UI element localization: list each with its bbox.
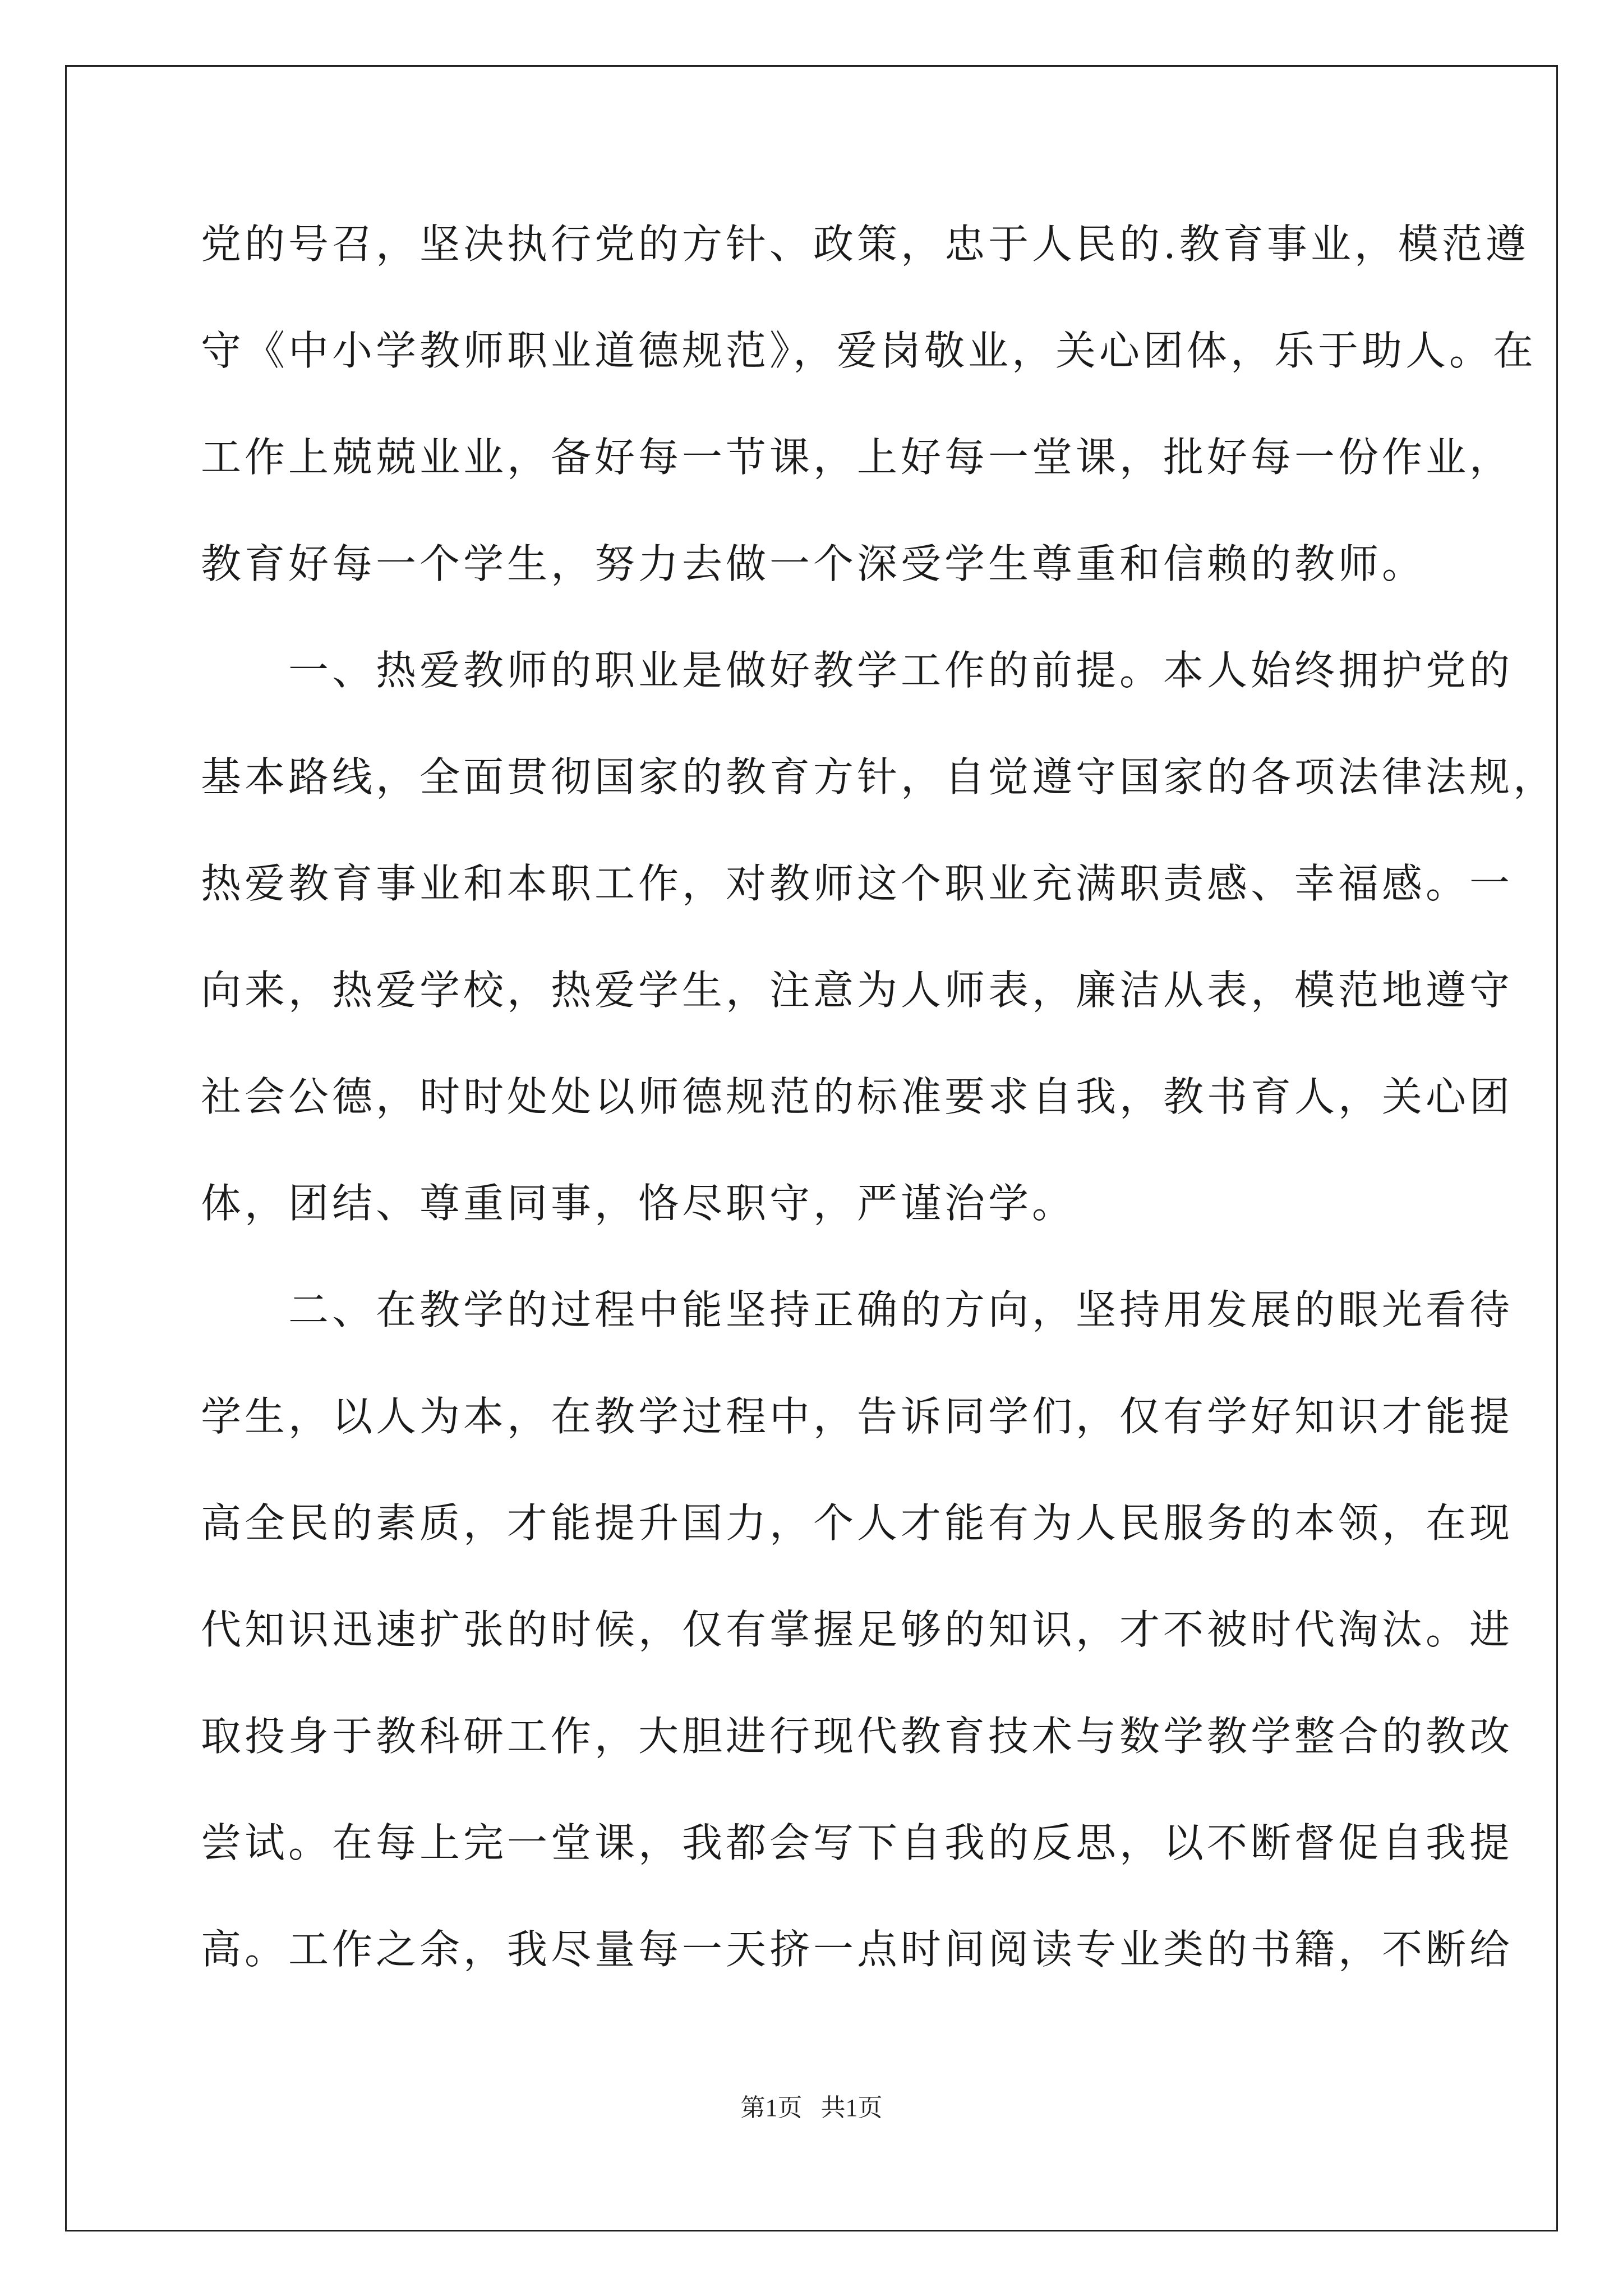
text-line: 基本路线，全面贯彻国家的教育方针，自觉遵守国家的各项法律法规， [201,753,1557,800]
page-number: 第1页 [740,2094,803,2122]
text-line: 党的号召，坚决执行党的方针、政策，忠于人民的.教育事业，模范遵 [201,220,1529,268]
text-line: 守《中小学教师职业道德规范》，爱岗敬业，关心团体，乐于助人。在 [201,327,1537,374]
text-line: 代知识迅速扩张的时候，仅有掌握足够的知识，才不被时代淘汰。进 [201,1606,1514,1653]
text-line: 热爱教育事业和本职工作，对教师这个职业充满职责感、幸福感。一 [201,860,1514,907]
text-line: 二、在教学的过程中能坚持正确的方向，坚持用发展的眼光看待 [201,1286,1514,1333]
text-line: 社会公德，时时处处以师德规范的标准要求自我，教书育人，关心团 [201,1073,1514,1120]
text-line: 教育好每一个学生，努力去做一个深受学生尊重和信赖的教师。 [201,540,1426,587]
text-line: 高。工作之余，我尽量每一天挤一点时间阅读专业类的书籍，不断给 [201,1926,1514,1973]
text-line: 工作上兢兢业业，备好每一节课，上好每一堂课，批好每一份作业， [201,434,1514,481]
text-line: 向来，热爱学校，热爱学生，注意为人师表，廉洁从表，模范地遵守 [201,967,1514,1014]
text-line: 高全民的素质，才能提升国力，个人才能有为人民服务的本领，在现 [201,1499,1514,1547]
text-line: 体，团结、尊重同事，恪尽职守，严谨治学。 [201,1180,1076,1227]
text-line: 一、热爱教师的职业是做好教学工作的前提。本人始终拥护党的 [201,647,1514,694]
total-pages: 共1页 [820,2094,883,2122]
text-line: 尝试。在每上完一堂课，我都会写下自我的反思，以不断督促自我提 [201,1819,1514,1866]
page-footer [0,2091,1623,2125]
text-line: 学生，以人为本，在教学过程中，告诉同学们，仅有学好知识才能提 [201,1393,1514,1440]
page-border [65,65,1558,2231]
text-line: 取投身于教科研工作，大胆进行现代教育技术与数学教学整合的教改 [201,1713,1514,1760]
